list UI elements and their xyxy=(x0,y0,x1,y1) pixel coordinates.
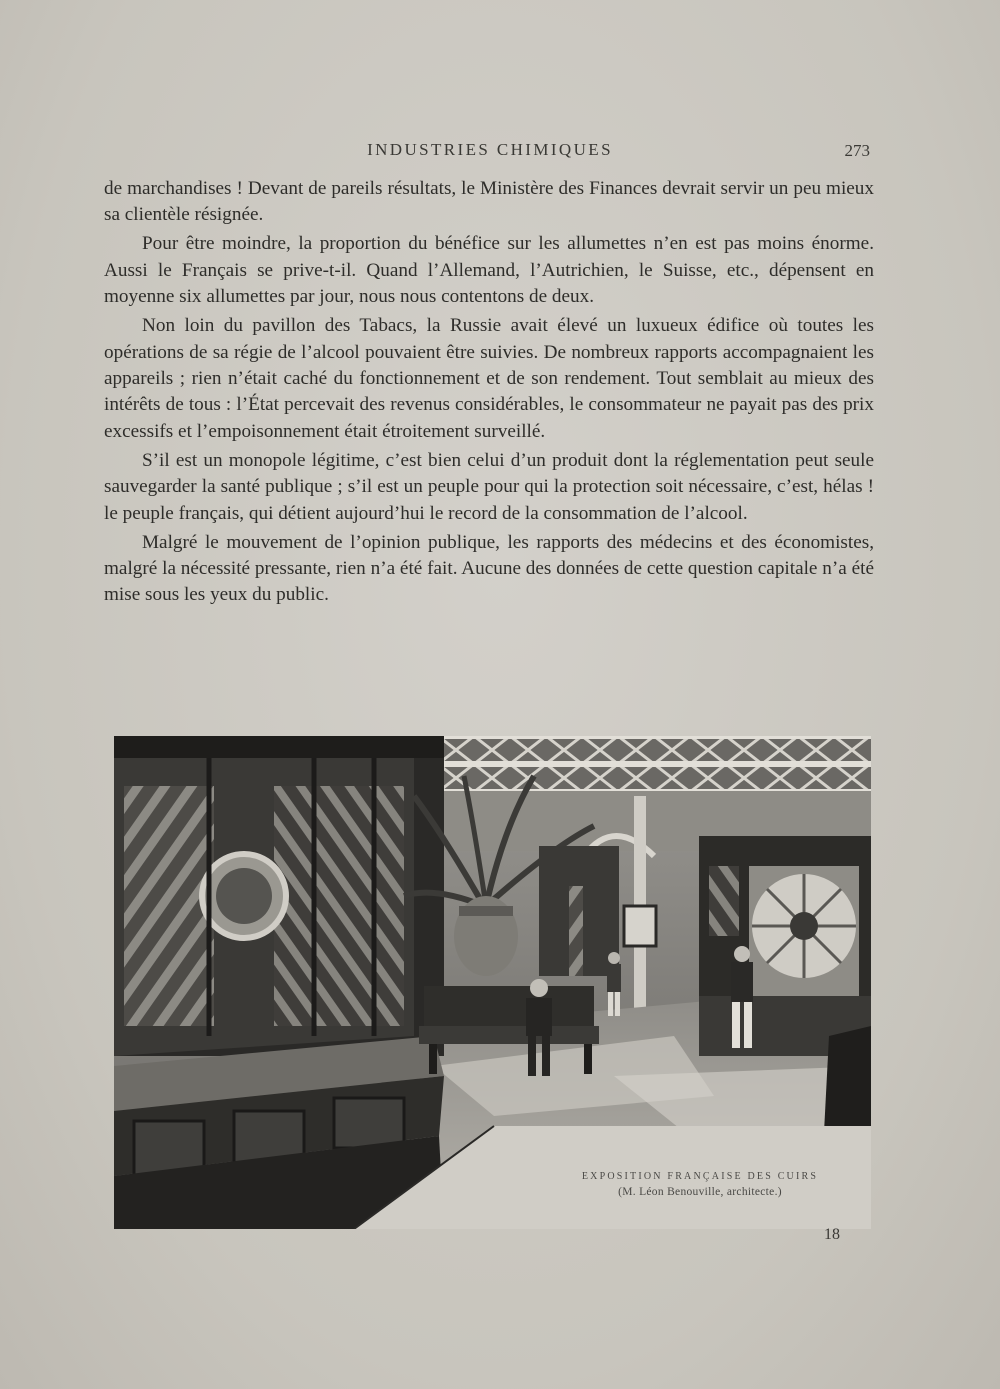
signature-mark: 18 xyxy=(824,1226,840,1243)
paragraph-5: Malgré le mouvement de l’opinion publique, les rapports des médecins et des économistes, malgré la nécessité pressante, rien n’a été fait. Aucune des données de cette question capitale n’a été mise sous les yeux du public. xyxy=(104,531,874,606)
bench-back xyxy=(424,986,594,1026)
figure-caption xyxy=(540,1171,860,1198)
exhibition-photograph xyxy=(114,736,871,1229)
body-text xyxy=(104,176,874,611)
paragraph-2: Pour être moindre, la proportion du bénéfice sur les allumettes n’en est pas moins énorme. Aussi le Français se prive-t-il. Quand l’Allemand, l’Autrichien, le Suisse, etc., dépensent en moyenne six allumettes par jour, nous nous contentons de deux. xyxy=(104,233,874,308)
caption-credit: (M. Léon Benouville, architecte.) xyxy=(618,1186,782,1198)
paragraph-1: de marchandises ! Devant de pareils résultats, le Ministère des Finances devrait servir un peu mieux sa clientèle résignée. xyxy=(104,178,874,226)
paragraph-4: S’il est un monopole légitime, c’est bien celui d’un produit dont la réglementation peut seule sauvegarder la santé publique ; s’il est un peuple pour qui la protection soit nécessaire, c’est, hélas ! le peuple français, qui détient aujourd’hui le record de la consommation de l’alcool. xyxy=(104,449,874,524)
running-title: INDUSTRIES CHIMIQUES xyxy=(367,140,613,159)
page-number: 273 xyxy=(844,141,870,160)
caption-title: EXPOSITION FRANÇAISE DES CUIRS xyxy=(581,1171,819,1182)
paragraph-3: Non loin du pavillon des Tabacs, la Russie avait élevé un luxueux édifice où toutes les opérations de sa régie de l’alcool pouvaient être suivies. De nombreux rapports accompagnaient les appareils ; rien n’était caché du fonctionnement et de son rendement. Tout semblait au mieux des intérêts de tous : l’État percevait des revenus considérables, le consommateur ne payait pas des prix excessifs et l’empoisonnement était étroitement surveillé. xyxy=(104,315,874,442)
